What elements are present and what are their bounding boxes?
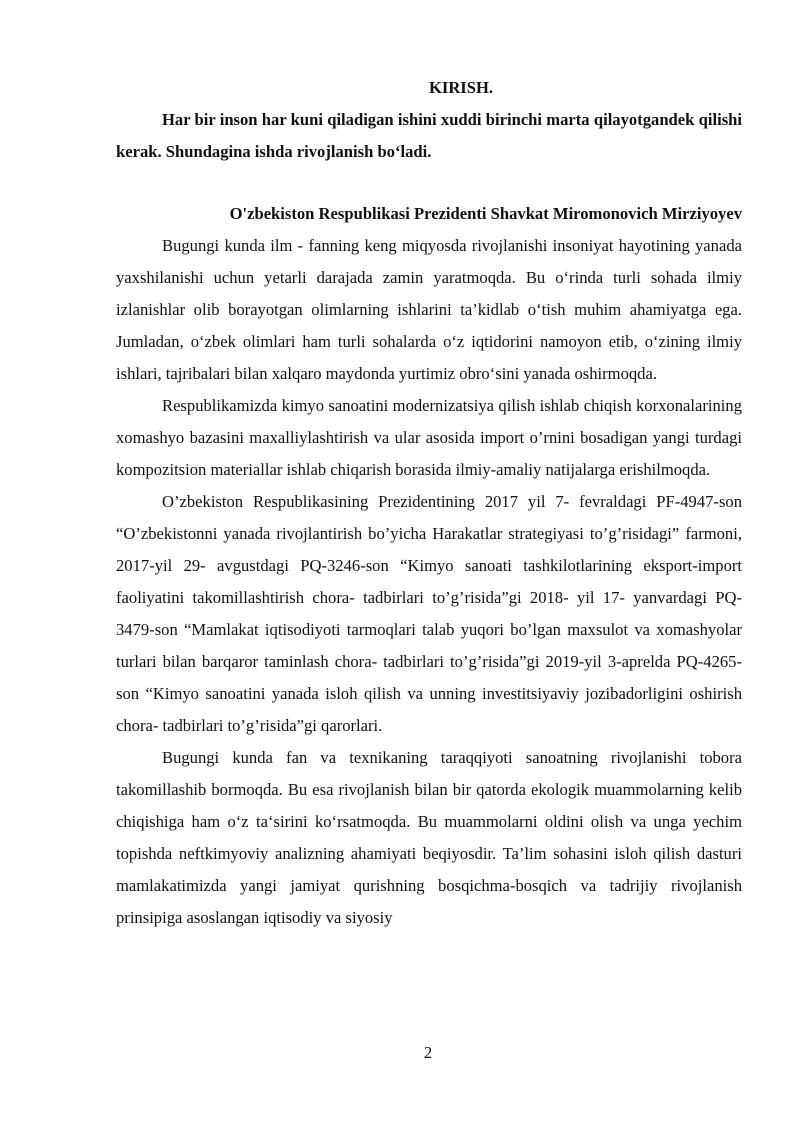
body-paragraph-2: Respublikamizda kimyo sanoatini modernizatsiya qilish ishlab chiqish korxonalarining xomashyo bazasini maxalliylashtirish va ular asosida import o’rnini bosadigan yangi turdagi kompozitsion materiallar ishlab chiqarish borasida ilmiy-amaliy natijalarga erishilmoqda. [116, 396, 742, 479]
body-paragraph-4: Bugungi kunda fan va texnikaning taraqqiyoti sanoatning rivojlanishi tobora takomillashib bormoqda. Bu esa rivojlanish bilan bir qatorda ekologik muammolarning kelib chiqishiga ham o‘z ta‘sirini ko‘rsatmoqda. Bu muammolarni oldini olish va unga yechim topishda neftkimyoviy analizning ahamiyati beqiyosdir. Ta’lim sohasini isloh qilish dasturi mamlakatimizda yangi jamiyat qurishning bosqichma-bosqich va tadrijiy rivojlanish prinsipiga asoslangan iqtisodiy va siyosiy [116, 748, 742, 927]
section-title: KIRISH. [428, 78, 494, 97]
page-number: 2 [423, 1043, 433, 1062]
spacer [116, 168, 742, 198]
epigraph-author: O'zbekiston Respublikasi Prezidenti Shavkat Miromonovich Mirziyoyev [229, 204, 742, 223]
body-paragraph-3: O’zbekiston Respublikasining Prezidentining 2017 yil 7- fevraldagi PF-4947-son “O’zbekistonni yanada rivojlantirish bo’yicha Harakatlar strategiyasi to’g’risidagi” farmoni, 2017-yil 29- avgustdagi PQ-3246-son “Kimyo sanoati tashkilotlarining eksport-import faoliyatini takomillashtirish chora- tadbirlari to’g’risida”gi 2018- yil 17- yanvardagi PQ-3479-son “Mamlakat iqtisodiyoti tarmoqlari talab yuqori bo’lgan maxsulot va xomashyolar turlari bilan barqaror taminlash chora- tadbirlari to’g’risida”gi 2019-yil 3-aprelda PQ-4265-son “Kimyo sanoatini yanada isloh qilish va unning investitsiyaviy jozibadorligini oshirish chora- tadbirlari to’g’risida”gi qarorlari. [116, 492, 742, 735]
epigraph-quote: Har bir inson har kuni qiladigan ishini xuddi birinchi marta qilayotgandek qilishi kerak. Shundagina ishda rivojlanish bo‘ladi. [116, 110, 742, 161]
body-paragraph-1: Bugungi kunda ilm - fanning keng miqyosda rivojlanishi insoniyat hayotining yanada yaxshilanishi uchun yetarli darajada zamin yaratmoqda. Bu o‘rinda turli sohada ilmiy izlanishlar olib borayotgan olimlarning ishlarini ta’kidlab o‘tish muhim ahamiyatga ega. Jumladan, o‘zbek olimlari ham turli sohalarda o‘z iqtidorini namoyon etib, o‘zining ilmiy ishlari, tajribalari bilan xalqaro maydonda yurtimiz obro‘sini yanada oshirmoqda. [116, 236, 742, 383]
